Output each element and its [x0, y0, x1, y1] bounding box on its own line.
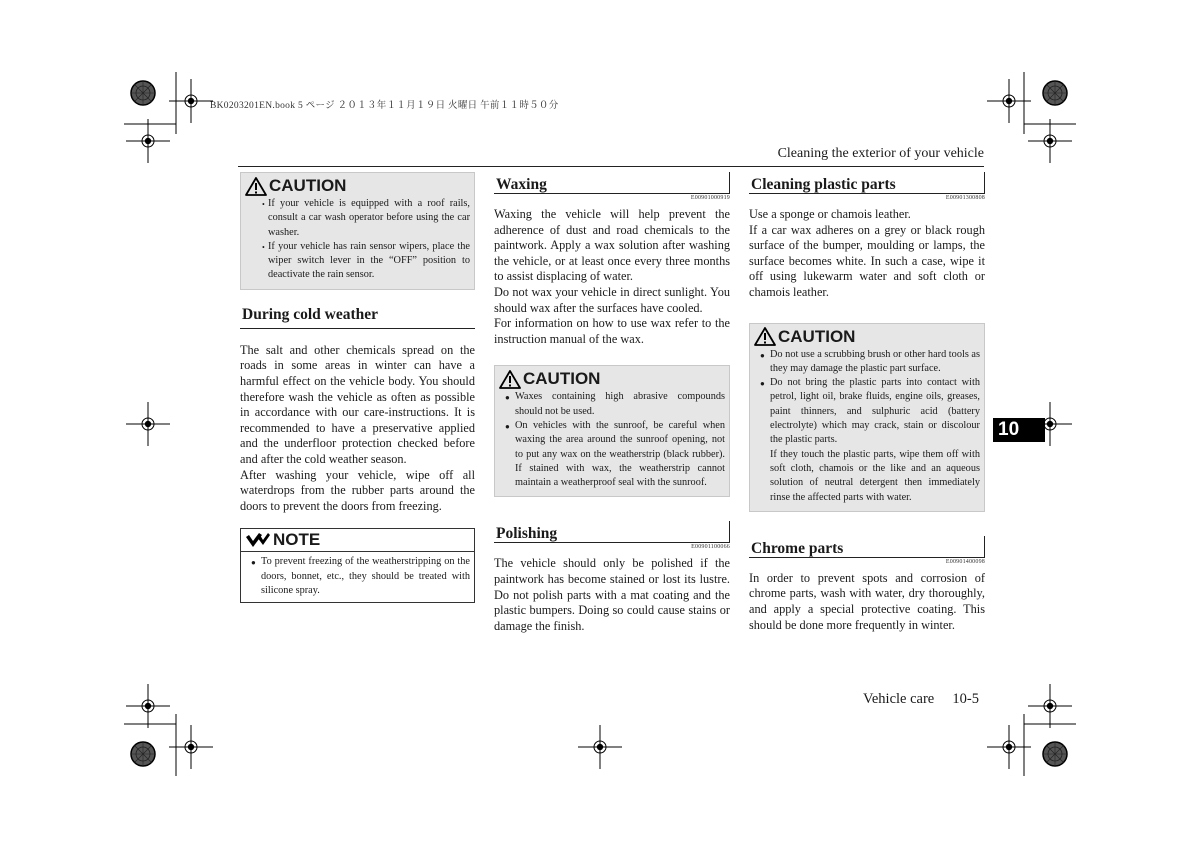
- running-head: Cleaning the exterior of your vehicle: [777, 146, 984, 161]
- caution-header: [754, 326, 980, 348]
- section-title: Chrome parts: [749, 536, 985, 558]
- caution-item: ● On vehicles with the sunroof, be careful when waxing the area around the sunroof opening, not to put any wax on the weatherstrip (black rubber). If stained with wax, the weatherstrip cannot maintain a weatherproof seal with the sunroof.: [505, 419, 725, 489]
- warning-triangle-icon: [245, 177, 267, 196]
- page-footer: [863, 691, 979, 708]
- caution-box: [494, 365, 730, 497]
- header-rule: [238, 166, 984, 167]
- caution-item: ● Do not bring the plastic parts into contact with petrol, light oil, brake fluids, engine oils, greases, paint thinners, and sulphuric acid (battery electrolyte) which may crack, stain or discolour the plastic parts.: [760, 377, 980, 446]
- warning-triangle-icon: [499, 370, 521, 389]
- note-title: NOTE: [273, 530, 321, 550]
- paragraph: If a car wax adheres on a grey or black rough surface of the bumper, moulding or lamps, the surface becomes white. In such a case, wipe it off using lukewarm water and soft cloth or chamois leather.: [749, 222, 985, 299]
- paragraph: Do not wax your vehicle in direct sunlight. You should wax after the surfaces have cooled.: [494, 284, 730, 315]
- footer-section: Vehicle care: [863, 691, 935, 707]
- caution-header: [245, 175, 470, 197]
- section-title: Cleaning plastic parts: [749, 172, 985, 194]
- caution-title: CAUTION: [269, 176, 347, 195]
- caution-item: • If your vehicle is equipped with a roof rails, consult a car wash operator before using the car washer.: [262, 198, 470, 238]
- caution-box: [240, 172, 475, 290]
- paragraph: The salt and other chemicals spread on the roads in some areas in winter can have a harmful effect on the vehicle body. You should therefore wash the vehicle as often as possible in accordance with our care-instructions. It is recommended to have a preservative applied and the underfloor protection checked before and after the cold weather season.: [240, 342, 475, 466]
- note-checkmark-icon: [245, 532, 271, 548]
- paragraph: The vehicle should only be polished if the paintwork has become stained or lost its lustre. Do not polish parts with a mat coating and the plastic bumpers. Doing so could cause stains or damage the finish.: [494, 556, 730, 633]
- paragraph: Use a sponge or chamois leather.: [749, 207, 911, 221]
- section-code: E00901400098: [945, 558, 985, 565]
- paragraph: After washing your vehicle, wipe off all waterdrops from the rubber parts around the doors to prevent the doors from freezing.: [240, 467, 475, 513]
- column-2: [494, 172, 730, 634]
- section-code: E00901300808: [945, 195, 985, 201]
- caution-item: • If your vehicle has rain sensor wipers, place the wiper switch lever in the “OFF” position to deactivate the rain sensor.: [262, 240, 470, 281]
- caution-subtext: If they touch the plastic parts, wipe them off with soft cloth, chamois or the like and an aqueous solution of neutral detergent then immediately rinse the affected parts with water.: [770, 448, 980, 503]
- column-3: [749, 172, 985, 633]
- paragraph: In order to prevent spots and corrosion of chrome parts, wash with water, dry thoroughly, and apply a special protective coating. This should be done more frequently in winter.: [749, 570, 985, 632]
- warning-triangle-icon: [754, 327, 776, 346]
- paragraph: For information on how to use wax refer to the instruction manual of the wax.: [494, 316, 730, 346]
- note-item: ● To prevent freezing of the weatherstripping on the doors, bonnet, etc., they should be treated with silicone spray.: [251, 556, 470, 596]
- paragraph: Waxing the vehicle will help prevent the adherence of dust and road chemicals to the paintwork. Apply a wax solution after washing the vehicle, or at least once every three months to assist displacing of water.: [494, 207, 730, 284]
- note-header: [241, 529, 474, 552]
- caution-item: ● Do not use a scrubbing brush or other hard tools as they may damage the plastic part surface.: [760, 348, 980, 374]
- caution-header: [499, 368, 725, 390]
- section-title: Waxing: [494, 172, 730, 194]
- section-title: Polishing: [494, 521, 730, 543]
- section-code: E00901000919: [690, 195, 730, 201]
- note-box: [240, 528, 475, 603]
- caution-title: CAUTION: [778, 326, 856, 346]
- chapter-tab: 10: [993, 418, 1045, 442]
- caution-item: ● Waxes containing high abrasive compounds should not be used.: [505, 391, 725, 417]
- caution-box: [749, 323, 985, 512]
- section-title: During cold weather: [240, 304, 475, 329]
- section-code: E00901100066: [691, 544, 730, 551]
- column-1: [240, 172, 475, 603]
- page-number: 10-5: [952, 691, 979, 707]
- caution-title: CAUTION: [523, 369, 601, 389]
- print-info: BK0203201EN.book 5 ページ ２０１３年１１月１９日 火曜日 午前１１時５０分: [210, 101, 559, 111]
